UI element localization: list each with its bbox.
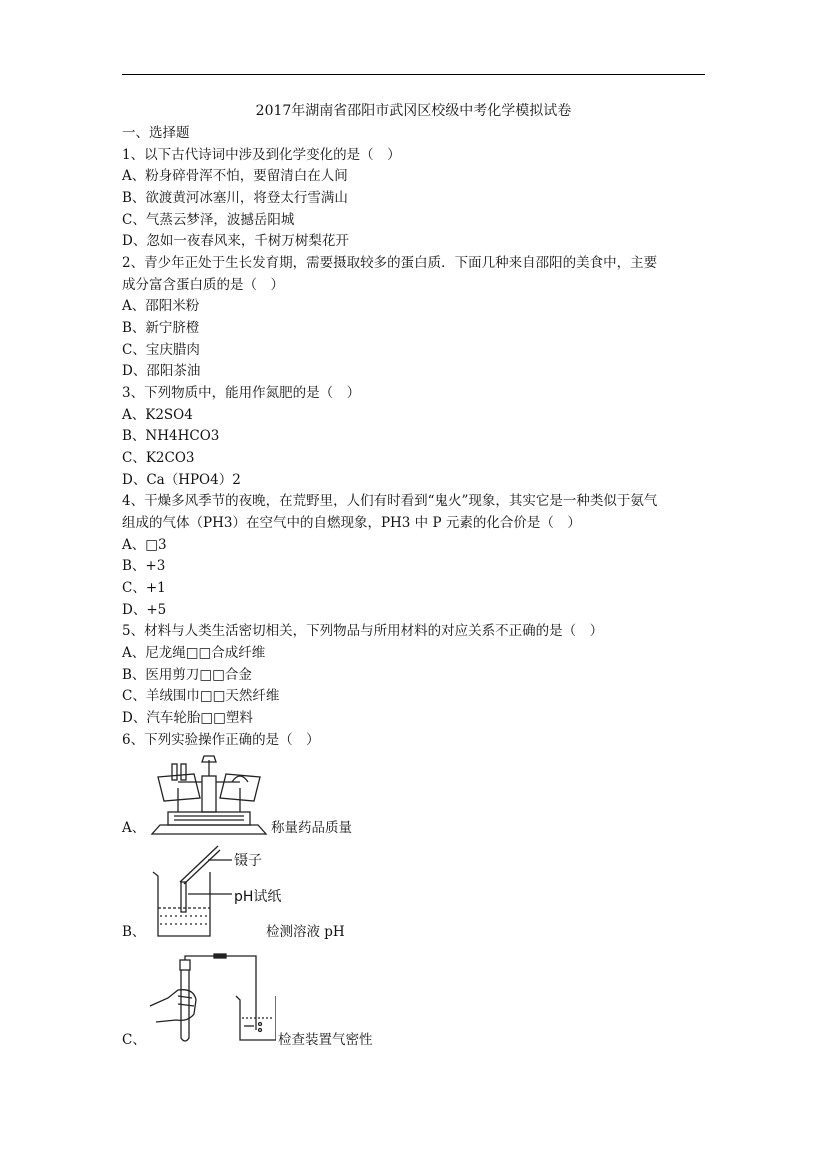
q2-option-d: D、邵阳茶油 bbox=[122, 363, 201, 379]
q4-option-a: A、□3 bbox=[122, 537, 167, 553]
q2-stem-line2: 成分富含蛋白质的是（ ） bbox=[122, 277, 284, 293]
airtightness-figure bbox=[148, 952, 276, 1048]
q3-option-c: C、K2CO3 bbox=[122, 450, 195, 466]
q6-option-a-prefix: A、 bbox=[122, 820, 146, 836]
q4-stem-line2: 组成的气体（PH3）在空气中的自燃现象，PH3 中 P 元素的化合价是（ ） bbox=[122, 515, 581, 531]
q2-option-c: C、宝庆腊肉 bbox=[122, 342, 200, 358]
q6-option-b-caption: 检测溶液 pH bbox=[266, 924, 345, 940]
q3-option-a: A、K2SO4 bbox=[122, 407, 193, 423]
q1-option-d: D、忽如一夜春风来，千树万树梨花开 bbox=[122, 233, 349, 249]
q6-option-b-prefix: B、 bbox=[122, 924, 146, 940]
label-ph-paper: pH试纸 bbox=[234, 889, 282, 905]
q4-stem-line1: 4、干燥多风季节的夜晚，在荒野里，人们有时看到“鬼火”现象，其实它是一种类似于氨气 bbox=[122, 493, 658, 509]
q6-stem: 6、下列实验操作正确的是（ ） bbox=[122, 732, 320, 748]
q2-option-a: A、邵阳米粉 bbox=[122, 298, 200, 314]
q2-stem-line1: 2、青少年正处于生长发育期，需要摄取较多的蛋白质．下面几种来自邵阳的美食中，主要 bbox=[122, 255, 658, 271]
q1-option-b: B、欲渡黄河冰塞川，将登太行雪满山 bbox=[122, 190, 348, 206]
q1-option-c: C、气蒸云梦泽，波撼岳阳城 bbox=[122, 212, 295, 228]
q6-option-c-caption: 检查装置气密性 bbox=[278, 1032, 373, 1048]
q6-option-a-caption: 称量药品质量 bbox=[271, 820, 352, 836]
header-rule bbox=[122, 74, 705, 75]
q5-option-a: A、尼龙绳□□合成纤维 bbox=[122, 645, 266, 661]
q5-option-b: B、医用剪刀□□合金 bbox=[122, 667, 252, 683]
q1-stem: 1、以下古代诗词中涉及到化学变化的是（ ） bbox=[122, 147, 401, 163]
q1-option-a: A、粉身碎骨浑不怕，要留清白在人间 bbox=[122, 168, 348, 184]
q3-option-b: B、NH4HCO3 bbox=[122, 428, 220, 444]
q2-option-b: B、新宁脐橙 bbox=[122, 320, 200, 336]
section-heading: 一、选择题 bbox=[122, 125, 190, 141]
q3-option-d: D、Ca（HPO4）2 bbox=[122, 472, 241, 488]
q4-option-b: B、+3 bbox=[122, 558, 166, 574]
q5-stem: 5、材料与人类生活密切相关，下列物品与所用材料的对应关系不正确的是（ ） bbox=[122, 623, 604, 639]
label-tweezers: 镊子 bbox=[234, 853, 262, 869]
balance-scale-figure bbox=[148, 752, 270, 836]
q3-stem: 3、下列物质中，能用作氮肥的是（ ） bbox=[122, 385, 361, 401]
page-title: 2017年湖南省邵阳市武冈区校级中考化学模拟试卷 bbox=[255, 103, 572, 119]
q6-option-c-prefix: C、 bbox=[122, 1032, 146, 1048]
q4-option-d: D、+5 bbox=[122, 602, 167, 618]
q4-option-c: C、+1 bbox=[122, 580, 166, 596]
q5-option-d: D、汽车轮胎□□塑料 bbox=[122, 710, 253, 726]
q5-option-c: C、羊绒围巾□□天然纤维 bbox=[122, 688, 280, 704]
